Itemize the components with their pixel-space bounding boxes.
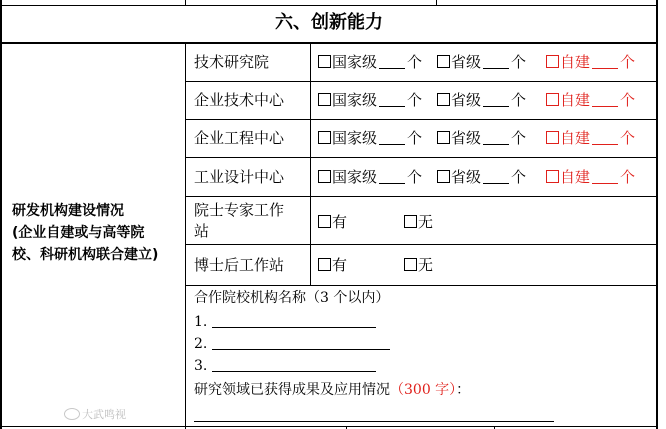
results-label-text: 研究领域已获得成果及应用情况 — [194, 382, 390, 398]
cooperation-item-3-input[interactable] — [212, 371, 376, 372]
self-built-option[interactable] — [546, 168, 635, 186]
checkbox-icon[interactable] — [546, 131, 559, 144]
row-divider — [186, 119, 658, 120]
self-built-label: 自建 — [560, 129, 591, 147]
unit-label: 个 — [620, 91, 636, 109]
no-option[interactable] — [404, 256, 433, 274]
checkbox-icon[interactable] — [318, 55, 331, 68]
unit-label: 个 — [407, 168, 423, 186]
research-results-label — [194, 381, 470, 399]
unit-label: 个 — [620, 168, 636, 186]
checkbox-icon[interactable] — [437, 170, 450, 183]
cooperation-item-1-number: 1. — [194, 314, 208, 330]
count-blank[interactable] — [483, 169, 509, 184]
unit-label: 个 — [620, 129, 636, 147]
national-level-option[interactable] — [318, 168, 422, 186]
count-blank[interactable] — [379, 54, 405, 69]
checkbox-icon[interactable] — [437, 55, 450, 68]
checkbox-icon[interactable] — [318, 215, 331, 228]
category-line-3: 校、科研机构联合建立) — [12, 247, 159, 263]
row-divider — [0, 5, 658, 6]
national-label: 国家级 — [332, 168, 378, 186]
yes-option[interactable] — [318, 213, 347, 231]
bottom-divider — [0, 426, 658, 427]
count-blank[interactable] — [379, 130, 405, 145]
results-colon: ： — [456, 382, 471, 398]
checkbox-icon[interactable] — [437, 131, 450, 144]
col-divider — [185, 44, 186, 429]
research-results-input[interactable] — [194, 421, 554, 422]
watermark-text: 大武鸣视 — [82, 408, 126, 421]
count-blank[interactable] — [592, 130, 618, 145]
unit-label: 个 — [407, 53, 423, 71]
unit-label: 个 — [407, 91, 423, 109]
checkbox-icon[interactable] — [404, 258, 417, 271]
checkbox-icon[interactable] — [546, 55, 559, 68]
no-label: 无 — [418, 256, 434, 274]
count-blank[interactable] — [592, 92, 618, 107]
count-blank[interactable] — [592, 169, 618, 184]
yes-label: 有 — [332, 213, 348, 231]
self-built-option[interactable] — [546, 53, 635, 71]
cooperation-item-3-number: 3. — [194, 358, 208, 374]
unit-label: 个 — [620, 53, 636, 71]
checkbox-icon[interactable] — [546, 93, 559, 106]
row-divider — [186, 157, 658, 158]
row-name-enterprise-tech-center: 企业技术中心 — [194, 91, 285, 109]
row-divider — [0, 42, 658, 44]
count-blank[interactable] — [592, 54, 618, 69]
count-blank[interactable] — [483, 54, 509, 69]
row-divider — [186, 196, 658, 197]
unit-label: 个 — [407, 129, 423, 147]
national-label: 国家级 — [332, 53, 378, 71]
watermark-logo-icon — [64, 408, 80, 420]
results-limit: （300 字） — [390, 382, 457, 398]
unit-label: 个 — [511, 91, 527, 109]
count-blank[interactable] — [483, 130, 509, 145]
row-name-enterprise-engineering-center: 企业工程中心 — [194, 129, 285, 147]
category-line-2: (企业自建或与高等院 — [12, 225, 145, 241]
cooperation-item-2-number: 2. — [194, 336, 208, 352]
national-label: 国家级 — [332, 129, 378, 147]
right-border — [656, 0, 658, 429]
row-divider — [186, 81, 658, 82]
checkbox-icon[interactable] — [318, 93, 331, 106]
yes-label: 有 — [332, 256, 348, 274]
row-divider — [186, 244, 658, 245]
checkbox-icon[interactable] — [404, 215, 417, 228]
count-blank[interactable] — [379, 92, 405, 107]
no-option[interactable] — [404, 213, 433, 231]
provincial-level-option[interactable] — [437, 168, 526, 186]
section-title: 六、创新能力 — [275, 12, 383, 33]
checkbox-icon[interactable] — [546, 170, 559, 183]
checkbox-icon[interactable] — [318, 131, 331, 144]
self-built-option[interactable] — [546, 129, 635, 147]
provincial-label: 省级 — [451, 53, 482, 71]
unit-label: 个 — [511, 129, 527, 147]
checkbox-icon[interactable] — [318, 258, 331, 271]
row-divider — [186, 285, 658, 286]
row-name-industrial-design-center: 工业设计中心 — [194, 168, 285, 186]
self-built-label: 自建 — [560, 53, 591, 71]
category-line-1: 研发机构建设情况 — [12, 203, 124, 219]
cooperation-item-1-input[interactable] — [212, 327, 376, 328]
no-label: 无 — [418, 213, 434, 231]
national-level-option[interactable] — [318, 129, 422, 147]
national-level-option[interactable] — [318, 53, 422, 71]
row-name-tech-institute: 技术研究院 — [194, 53, 270, 71]
count-blank[interactable] — [483, 92, 509, 107]
left-border — [0, 0, 2, 429]
provincial-label: 省级 — [451, 168, 482, 186]
unit-label: 个 — [511, 53, 527, 71]
checkbox-icon[interactable] — [318, 170, 331, 183]
provincial-label: 省级 — [451, 91, 482, 109]
cooperation-item-2-input[interactable] — [212, 349, 390, 350]
yes-option[interactable] — [318, 256, 347, 274]
count-blank[interactable] — [379, 169, 405, 184]
provincial-level-option[interactable] — [437, 91, 526, 109]
cooperation-heading: 合作院校机构名称（3 个以内） — [194, 290, 390, 306]
checkbox-icon[interactable] — [437, 93, 450, 106]
self-built-option[interactable] — [546, 91, 635, 109]
provincial-level-option[interactable] — [437, 129, 526, 147]
self-built-label: 自建 — [560, 91, 591, 109]
provincial-level-option[interactable] — [437, 53, 526, 71]
provincial-label: 省级 — [451, 129, 482, 147]
postdoc-workstation-label: 博士后工作站 — [194, 256, 285, 274]
national-level-option[interactable] — [318, 91, 422, 109]
national-label: 国家级 — [332, 91, 378, 109]
academician-workstation-label-2: 站 — [194, 222, 210, 240]
academician-workstation-label-1: 院士专家工作 — [194, 201, 285, 219]
self-built-label: 自建 — [560, 168, 591, 186]
unit-label: 个 — [511, 168, 527, 186]
